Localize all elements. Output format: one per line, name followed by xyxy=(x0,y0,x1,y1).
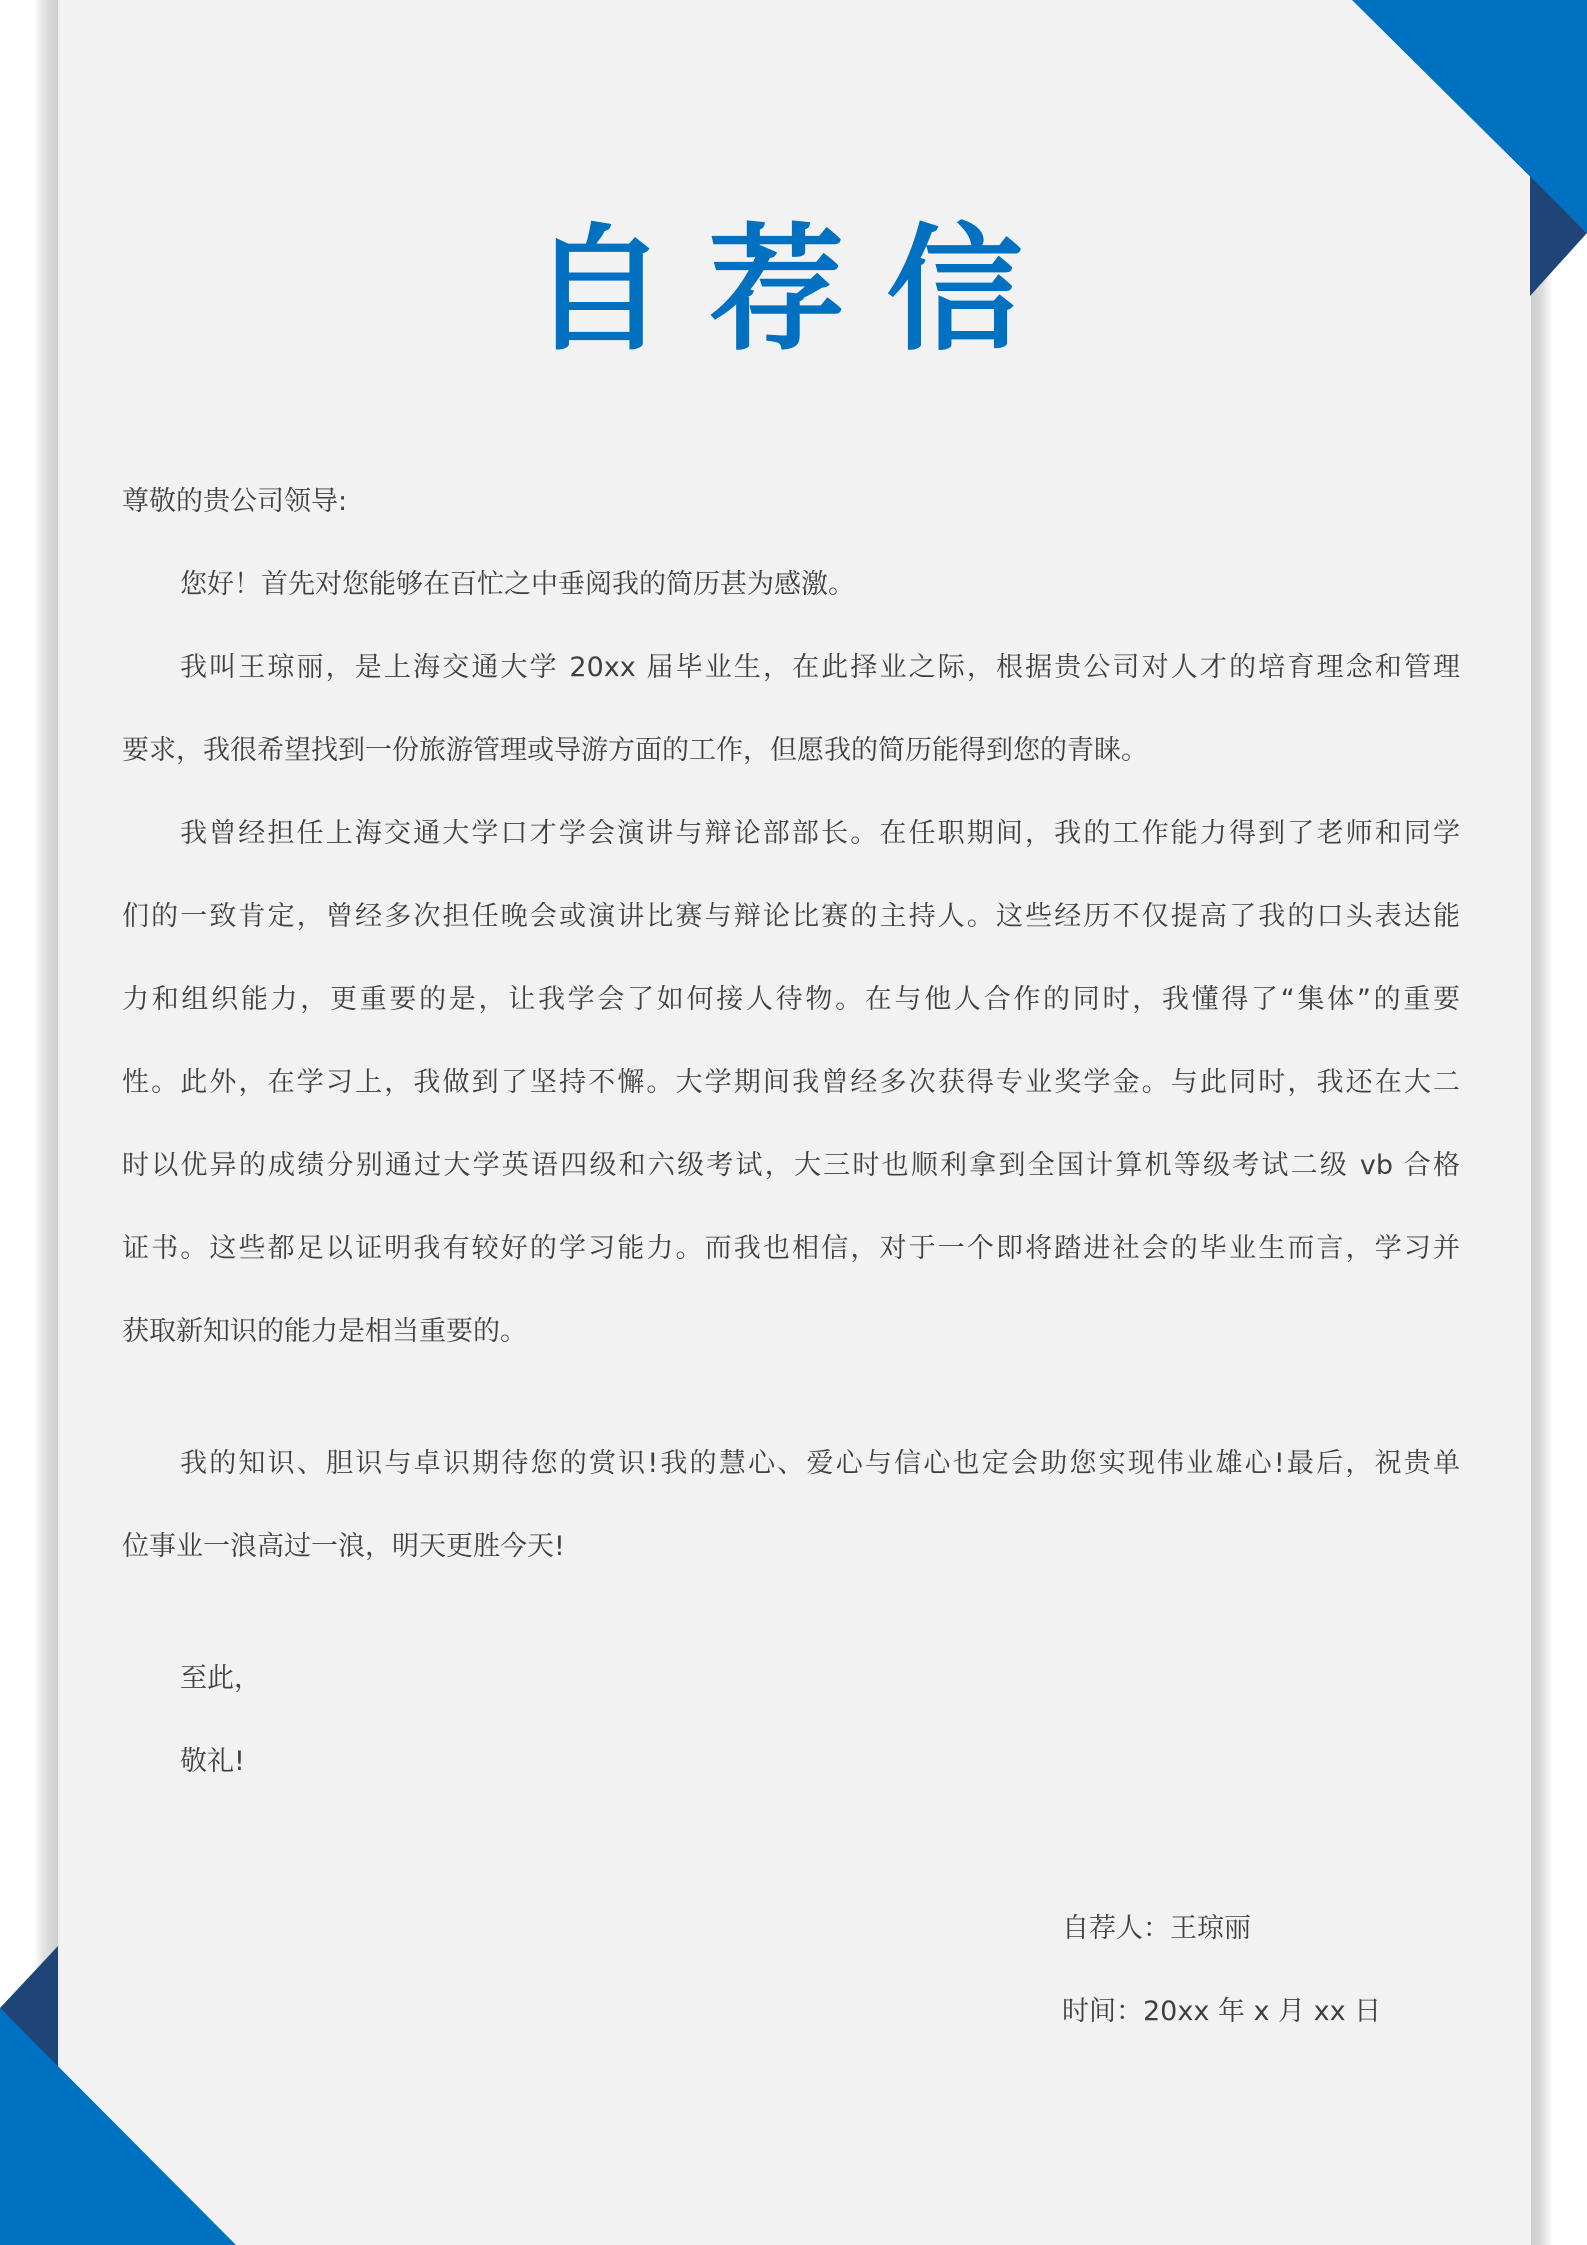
closing-line-1: 至此， xyxy=(180,1663,261,1694)
paragraph-3-line-4: 性。此外，在学习上，我做到了坚持不懈。大学期间我曾经多次获得专业奖学金。与此同时，我还在大二 xyxy=(122,1067,1460,1098)
paragraph-3-line-5: 时以优异的成绩分别通过大学英语四级和六级考试，大三时也顺利拿到全国计算机等级考试二级 vb 合格 xyxy=(122,1150,1460,1181)
paragraph-3-line-2: 们的一致肯定，曾经多次担任晚会或演讲比赛与辩论比赛的主持人。这些经历不仅提高了我的口头表达能 xyxy=(122,901,1460,932)
paragraph-4-line-1: 我的知识、胆识与卓识期待您的赏识!我的慧心、爱心与信心也定会助您实现伟业雄心!最后，祝贵单 xyxy=(180,1448,1460,1479)
paragraph-2-line-1: 我叫王琼丽，是上海交通大学 20xx 届毕业生，在此择业之际，根据贵公司对人才的培育理念和管理 xyxy=(180,652,1460,683)
paragraph-2-line-2: 要求，我很希望找到一份旅游管理或导游方面的工作，但愿我的简历能得到您的青睐。 xyxy=(122,735,1148,766)
signature-date xyxy=(1062,1994,1381,2030)
paragraph-4-line-2: 位事业一浪高过一浪，明天更胜今天! xyxy=(122,1531,565,1562)
salutation: 尊敬的贵公司领导: xyxy=(122,486,348,517)
closing-line-2: 敬礼! xyxy=(180,1746,245,1777)
paragraph-3-line-7: 获取新知识的能力是相当重要的。 xyxy=(122,1316,527,1347)
paragraph-3-line-3: 力和组织能力，更重要的是，让我学会了如何接人待物。在与他人合作的同时，我懂得了“集体”的重要 xyxy=(122,984,1460,1015)
date-label: 时间： xyxy=(1062,1996,1143,2027)
signature-sender xyxy=(1062,1911,1251,1947)
paragraph-3-line-1: 我曾经担任上海交通大学口才学会演讲与辩论部部长。在任职期间，我的工作能力得到了老师和同学 xyxy=(180,818,1460,849)
date-value: 20xx 年 x 月 xx 日 xyxy=(1143,1996,1382,2027)
letter-title: 自荐信 xyxy=(530,212,1065,371)
sender-name: 王琼丽 xyxy=(1170,1913,1251,1944)
paragraph-1-line-1: 您好！首先对您能够在百忙之中垂阅我的简历甚为感激。 xyxy=(180,569,855,600)
sender-label: 自荐人： xyxy=(1062,1913,1170,1944)
paragraph-3-line-6: 证书。这些都足以证明我有较好的学习能力。而我也相信，对于一个即将踏进社会的毕业生而言，学习并 xyxy=(122,1233,1460,1264)
